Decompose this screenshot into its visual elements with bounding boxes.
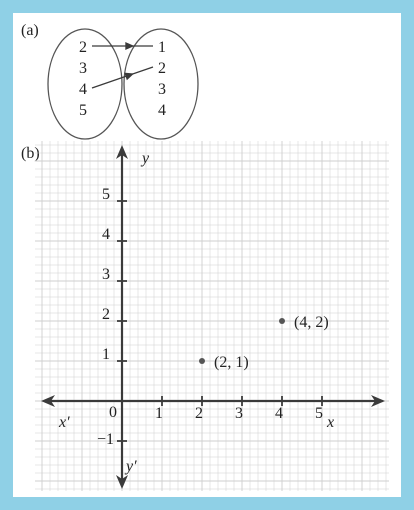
plotted-points xyxy=(199,314,329,371)
y-tick-label-negative: −1 xyxy=(96,431,114,448)
data-point-label: (2, 1) xyxy=(214,354,249,371)
domain-element: 3 xyxy=(79,60,87,77)
codomain-element: 1 xyxy=(158,39,166,56)
codomain-element: 4 xyxy=(158,102,166,119)
codomain-labels xyxy=(158,39,166,119)
x-tick-label: 3 xyxy=(235,405,243,422)
figure-panel xyxy=(13,13,401,497)
x-tick-label: 5 xyxy=(315,405,323,422)
origin-label: 0 xyxy=(109,404,117,421)
codomain-element: 2 xyxy=(158,60,166,77)
domain-element: 2 xyxy=(79,39,87,56)
y-axis-negative-label: y′ xyxy=(126,458,137,475)
domain-labels xyxy=(79,39,87,119)
plot-axes xyxy=(41,145,385,489)
data-point xyxy=(279,318,285,324)
x-tick-label: 4 xyxy=(275,405,283,422)
domain-element: 4 xyxy=(79,81,87,98)
part-a-label: (a) xyxy=(21,22,39,39)
codomain-element: 3 xyxy=(158,81,166,98)
coordinate-plane xyxy=(35,141,389,491)
x-axis-label: x xyxy=(327,414,335,431)
y-tick-label: 3 xyxy=(102,266,110,283)
y-tick-label: 2 xyxy=(102,306,110,323)
y-axis-label: y xyxy=(142,150,150,167)
y-tick-label: 1 xyxy=(102,346,110,363)
y-tick-label: 4 xyxy=(102,226,110,243)
plot-grid xyxy=(35,141,389,491)
data-point xyxy=(199,358,205,364)
x-axis-negative-label: x′ xyxy=(59,414,70,431)
domain-element: 5 xyxy=(79,102,87,119)
mapping-diagram xyxy=(21,22,198,139)
figure-canvas xyxy=(13,13,401,497)
part-b-label: (b) xyxy=(21,145,40,162)
data-point-label: (4, 2) xyxy=(294,314,329,331)
x-tick-label: 2 xyxy=(195,405,203,422)
y-tick-label: 5 xyxy=(102,186,110,203)
x-tick-label: 1 xyxy=(155,405,163,422)
mapping-arrowhead xyxy=(124,73,134,81)
